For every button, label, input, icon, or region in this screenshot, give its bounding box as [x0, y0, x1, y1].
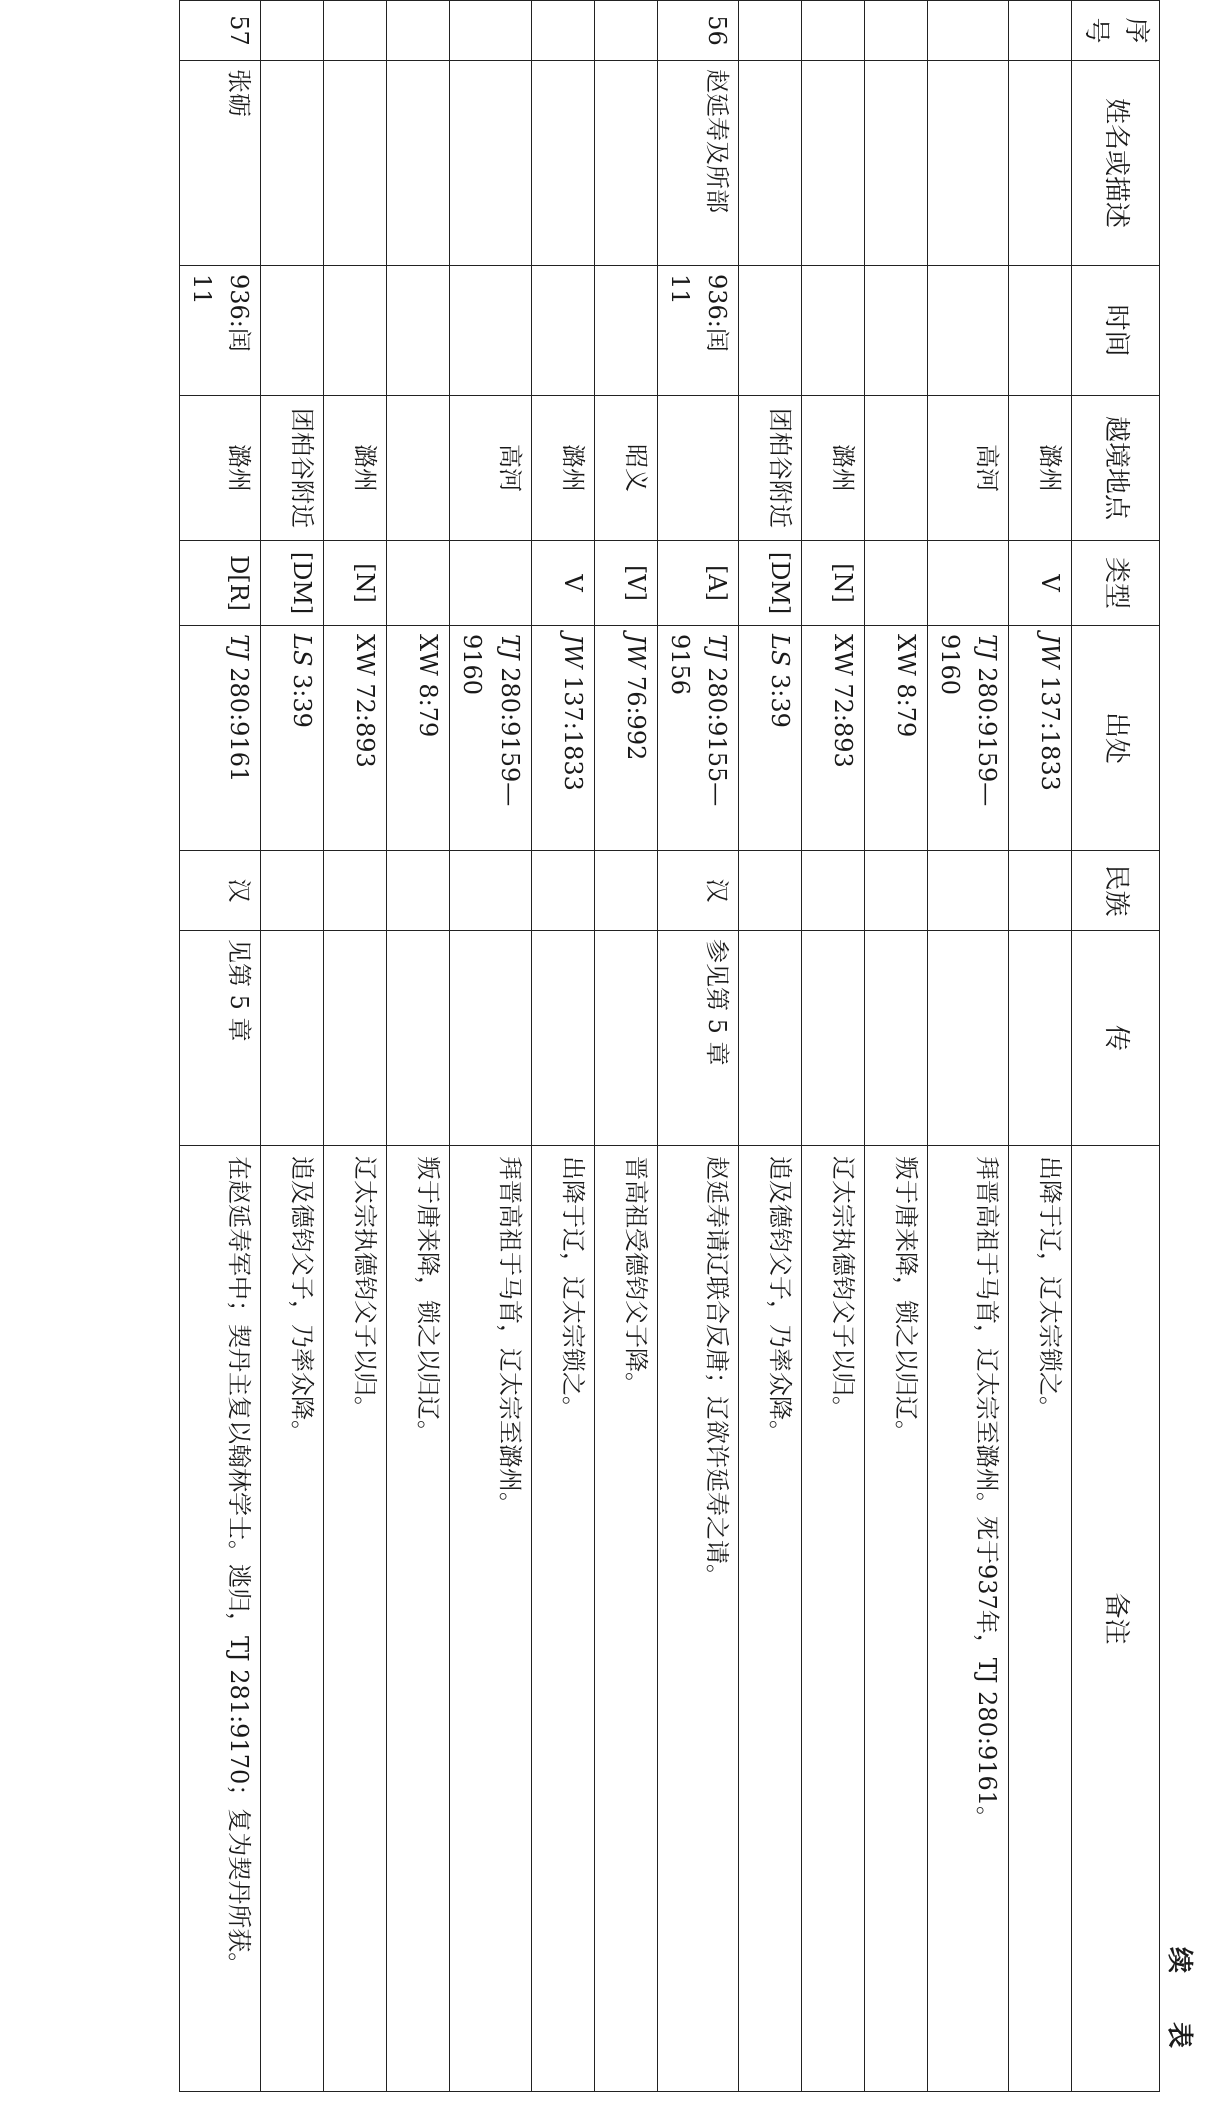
remarks-cell: 叛于唐来降，锁之以归辽。 [387, 1146, 450, 2092]
remarks-cell: 晋高祖受德钧父子降。 [594, 1146, 657, 2092]
biography-cell: 见第 5 章 [179, 931, 260, 1146]
remarks-cell: 拜晋高祖于马首，辽太宗至潞州。死于937年，TJ 280:9161。 [928, 1146, 1009, 2092]
source-abbrev: LS [766, 634, 795, 667]
source-abbrev: LS [288, 634, 317, 667]
ethnicity-cell [324, 851, 387, 931]
name-cell [1009, 61, 1072, 266]
header-cell: 时间 [1072, 266, 1160, 396]
source-cell [324, 626, 387, 851]
ethnicity-cell [450, 851, 531, 931]
source-ref: XW 72:893 [351, 634, 380, 768]
type-cell [450, 541, 531, 626]
ethnicity-cell [1009, 851, 1072, 931]
row-number-cell [531, 1, 594, 61]
type-cell: [N] [324, 541, 387, 626]
source-cell [594, 626, 657, 851]
time-cell: 936:闰 11 [179, 266, 260, 396]
remarks-cell: 辽太宗执德钧父子以归。 [324, 1146, 387, 2092]
ethnicity-cell [739, 851, 802, 931]
biography-cell [865, 931, 928, 1146]
source-abbrev: TJ [703, 634, 732, 660]
source-cell [531, 626, 594, 851]
source-ref: 137:1833 [1036, 668, 1065, 791]
place-cell: 潞州 [531, 396, 594, 541]
table-row [594, 1, 657, 2092]
header-cell: 备注 [1072, 1146, 1160, 2092]
row-number-cell [928, 1, 1009, 61]
table-body [179, 1, 1072, 2092]
source-abbrev: TJ [225, 634, 254, 660]
place-cell: 高河 [450, 396, 531, 541]
remarks-cell: 拜晋高祖于马首，辽太宗至潞州。 [450, 1146, 531, 2092]
name-cell [865, 61, 928, 266]
source-cell [450, 626, 531, 851]
remarks-cell: 在赵延寿军中；契丹主复以翰林学士。逃归，TJ 281:9170；复为契丹所获。 [179, 1146, 260, 2092]
name-cell [324, 61, 387, 266]
time-cell [324, 266, 387, 396]
time-cell [531, 266, 594, 396]
place-cell [865, 396, 928, 541]
biography-cell [261, 931, 324, 1146]
time-cell [865, 266, 928, 396]
row-number-cell [450, 1, 531, 61]
biography-cell [802, 931, 865, 1146]
table-caption: 续 表 [1164, 1946, 1194, 2068]
row-number-cell: 56 [657, 1, 738, 61]
header-cell: 传 [1072, 931, 1160, 1146]
time-cell [739, 266, 802, 396]
place-cell: 团柏谷附近 [261, 396, 324, 541]
time-cell [928, 266, 1009, 396]
biography-cell [739, 931, 802, 1146]
source-cell [865, 626, 928, 851]
source-ref: 280:9159—9160 [458, 634, 524, 807]
header-cell: 序号 [1072, 1, 1160, 61]
header-row [1072, 1, 1160, 2092]
type-cell [387, 541, 450, 626]
source-ref: 76:992 [621, 668, 650, 761]
source-cell [802, 626, 865, 851]
table-row [324, 1, 387, 2092]
table-row [928, 1, 1009, 2092]
ethnicity-cell [387, 851, 450, 931]
header-cell: 姓名或描述 [1072, 61, 1160, 266]
source-cell [1009, 626, 1072, 851]
time-cell [261, 266, 324, 396]
source-ref: 280:9159—9160 [936, 634, 1002, 807]
row-number-cell [739, 1, 802, 61]
ethnicity-cell [802, 851, 865, 931]
type-cell: [V] [594, 541, 657, 626]
source-abbrev: JW [558, 634, 587, 669]
row-number-cell [261, 1, 324, 61]
remarks-cell: 追及德钧父子，乃率众降。 [261, 1146, 324, 2092]
remarks-cell: 出降于辽，辽太宗锁之。 [1009, 1146, 1072, 2092]
source-abbrev: TJ [495, 634, 524, 660]
source-ref: 280:9155—9156 [665, 634, 732, 807]
name-cell [739, 61, 802, 266]
table-row [261, 1, 324, 2092]
table-row [865, 1, 928, 2092]
biography-cell [324, 931, 387, 1146]
biography-cell [1009, 931, 1072, 1146]
ethnicity-cell: 汉 [179, 851, 260, 931]
type-cell: [A] [657, 541, 738, 626]
type-cell: D[R] [179, 541, 260, 626]
biography-cell [531, 931, 594, 1146]
row-number-cell [594, 1, 657, 61]
table-row [739, 1, 802, 2092]
type-cell: [DM] [261, 541, 324, 626]
source-ref: 280:9161 [225, 659, 254, 783]
place-cell [387, 396, 450, 541]
time-cell: 936:闰 11 [657, 266, 738, 396]
place-cell: 潞州 [802, 396, 865, 541]
place-cell: 潞州 [324, 396, 387, 541]
name-cell [928, 61, 1009, 266]
source-cell [657, 626, 738, 851]
source-ref: 3:39 [288, 666, 317, 728]
source-cell [179, 626, 260, 851]
table-row [387, 1, 450, 2092]
name-cell [261, 61, 324, 266]
header-cell: 类型 [1072, 541, 1160, 626]
place-cell: 昭义 [594, 396, 657, 541]
row-number-cell [1009, 1, 1072, 61]
ethnicity-cell [594, 851, 657, 931]
source-abbrev: JW [1036, 634, 1065, 669]
source-ref: XW 72:893 [829, 634, 858, 768]
row-number-cell [387, 1, 450, 61]
time-cell [387, 266, 450, 396]
source-cell [261, 626, 324, 851]
biography-cell: 参见第 5 章 [657, 931, 738, 1146]
place-cell: 潞州 [179, 396, 260, 541]
table-row [657, 1, 738, 2092]
ethnicity-cell [928, 851, 1009, 931]
remarks-cell: 追及德钧父子，乃率众降。 [739, 1146, 802, 2092]
source-ref: XW 8:79 [414, 634, 443, 738]
header-cell: 民族 [1072, 851, 1160, 931]
type-cell: V [531, 541, 594, 626]
source-ref: 3:39 [766, 666, 795, 728]
name-cell [531, 61, 594, 266]
biography-cell [594, 931, 657, 1146]
data-table [179, 0, 1160, 2092]
remarks-cell: 赵延寿请辽联合反唐；辽欲许延寿之请。 [657, 1146, 738, 2092]
biography-cell [387, 931, 450, 1146]
name-cell [387, 61, 450, 266]
ethnicity-cell [865, 851, 928, 931]
source-ref: 137:1833 [558, 668, 587, 791]
time-cell [594, 266, 657, 396]
source-cell [928, 626, 1009, 851]
table-row [802, 1, 865, 2092]
type-cell: [DM] [739, 541, 802, 626]
time-cell [1009, 266, 1072, 396]
source-abbrev: TJ [973, 634, 1002, 660]
header-cell: 出处 [1072, 626, 1160, 851]
table-row [1009, 1, 1072, 2092]
table-row [450, 1, 531, 2092]
name-cell: 张砺 [179, 61, 260, 266]
row-number-cell [865, 1, 928, 61]
type-cell [928, 541, 1009, 626]
remarks-cell: 辽太宗执德钧父子以归。 [802, 1146, 865, 2092]
biography-cell [450, 931, 531, 1146]
remarks-cell: 出降于辽，辽太宗锁之。 [531, 1146, 594, 2092]
place-cell: 团柏谷附近 [739, 396, 802, 541]
name-cell [802, 61, 865, 266]
table-row [531, 1, 594, 2092]
header-cell: 越境地点 [1072, 396, 1160, 541]
name-cell: 赵延寿及所部 [657, 61, 738, 266]
source-abbrev: JW [621, 634, 650, 669]
type-cell: [N] [802, 541, 865, 626]
place-cell: 高河 [928, 396, 1009, 541]
place-cell [657, 396, 738, 541]
row-number-cell [324, 1, 387, 61]
time-cell [450, 266, 531, 396]
remarks-cell: 叛于唐来降，锁之以归辽。 [865, 1146, 928, 2092]
source-cell [739, 626, 802, 851]
ethnicity-cell [531, 851, 594, 931]
ethnicity-cell [261, 851, 324, 931]
type-cell [865, 541, 928, 626]
name-cell [450, 61, 531, 266]
ethnicity-cell: 汉 [657, 851, 738, 931]
place-cell: 潞州 [1009, 396, 1072, 541]
row-number-cell [802, 1, 865, 61]
source-ref: XW 8:79 [892, 634, 921, 738]
type-cell: V [1009, 541, 1072, 626]
biography-cell [928, 931, 1009, 1146]
table-row [179, 1, 260, 2092]
time-cell [802, 266, 865, 396]
name-cell [594, 61, 657, 266]
source-cell [387, 626, 450, 851]
row-number-cell: 57 [179, 1, 260, 61]
